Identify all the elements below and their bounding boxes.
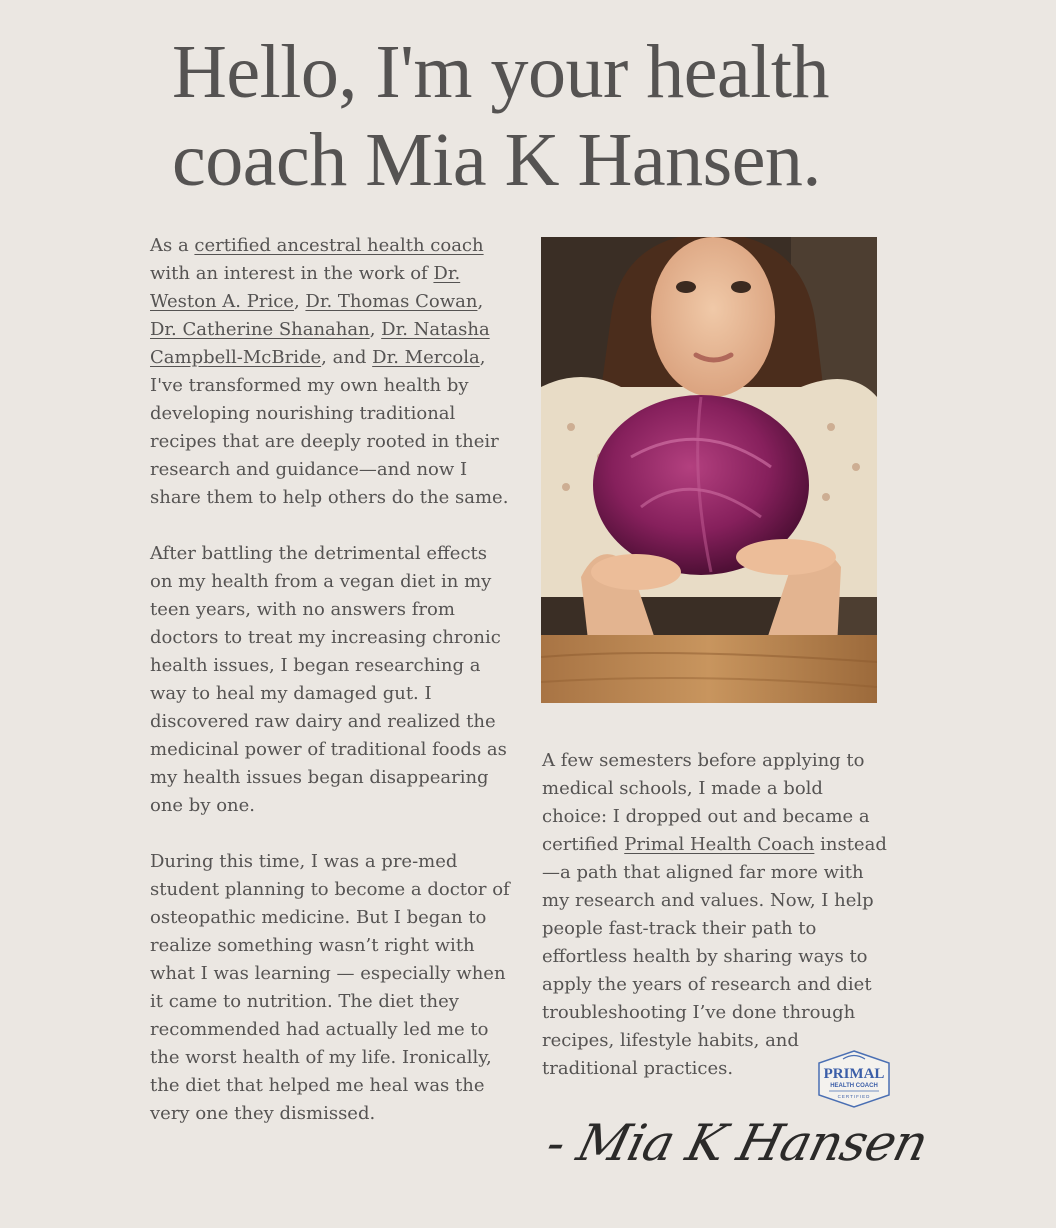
badge-line-3: CERTIFIED <box>837 1094 871 1099</box>
badge-line-2: HEALTH COACH <box>830 1083 878 1089</box>
coach-photo-illustration <box>541 237 877 703</box>
page-title <box>172 28 932 204</box>
left-column <box>150 232 512 1128</box>
badge-line-1: PRIMAL <box>823 1066 885 1082</box>
coach-journey-paragraph: A few semesters before applying to medical schools, I made a bold choice: I dropped out and became a certified Primal Health Coach instead—a path that aligned far more with my research and values. Now, I help people fast-track their path to effortless health by sharing ways to apply the years of research and diet troubleshooting I’ve done through recipes, lifestyle habits, and traditional practices. <box>542 750 887 1079</box>
headline-line-1: Hello, I'm your health <box>172 30 829 114</box>
weston-price-link[interactable]: Dr. Weston A. Price <box>150 263 461 312</box>
catherine-shanahan-link[interactable]: Dr. Catherine Shanahan <box>150 319 370 340</box>
primal-health-coach-link[interactable]: Primal Health Coach <box>624 834 815 855</box>
natasha-campbell-link[interactable]: Dr. Natasha Campbell-McBride <box>150 319 490 368</box>
certified-coach-link[interactable]: certified ancestral health coach <box>194 235 484 256</box>
pre-med-paragraph: During this time, I was a pre-med student planning to become a doctor of osteopathic medicine. But I began to realize something wasn’t right with what I was learning — especially when it came to nutrition. The diet they recommended had actually led me to the worst health of my life. Ironically, the diet that helped me heal was the very one they dismissed. <box>150 851 510 1124</box>
mercola-link[interactable]: Dr. Mercola <box>372 347 480 368</box>
coach-photo <box>541 237 877 703</box>
signature: - Mia K Hansen <box>540 1114 934 1172</box>
intro-paragraph: As a certified ancestral health coach with an interest in the work of Dr. Weston A. Price, Dr. Thomas Cowan, Dr. Catherine Shanahan, Dr. Natasha Campbell-McBride, and Dr. Mercola, I've transformed my own health by developing nourishing traditional recipes that are deeply rooted in their research and guidance—and now I share them to help others do the same. <box>150 235 509 508</box>
vegan-story-paragraph: After battling the detrimental effects on my health from a vegan diet in my teen years, with no answers from doctors to treat my increasing chronic health issues, I began researching a way to heal my damaged gut. I discovered raw dairy and realized the medicinal power of traditional foods as my health issues began disappearing one by one. <box>150 543 507 816</box>
thomas-cowan-link[interactable]: Dr. Thomas Cowan <box>305 291 478 312</box>
headline-line-2: coach Mia K Hansen. <box>172 118 821 202</box>
right-column <box>542 747 888 1083</box>
primal-health-coach-badge <box>815 1049 893 1109</box>
